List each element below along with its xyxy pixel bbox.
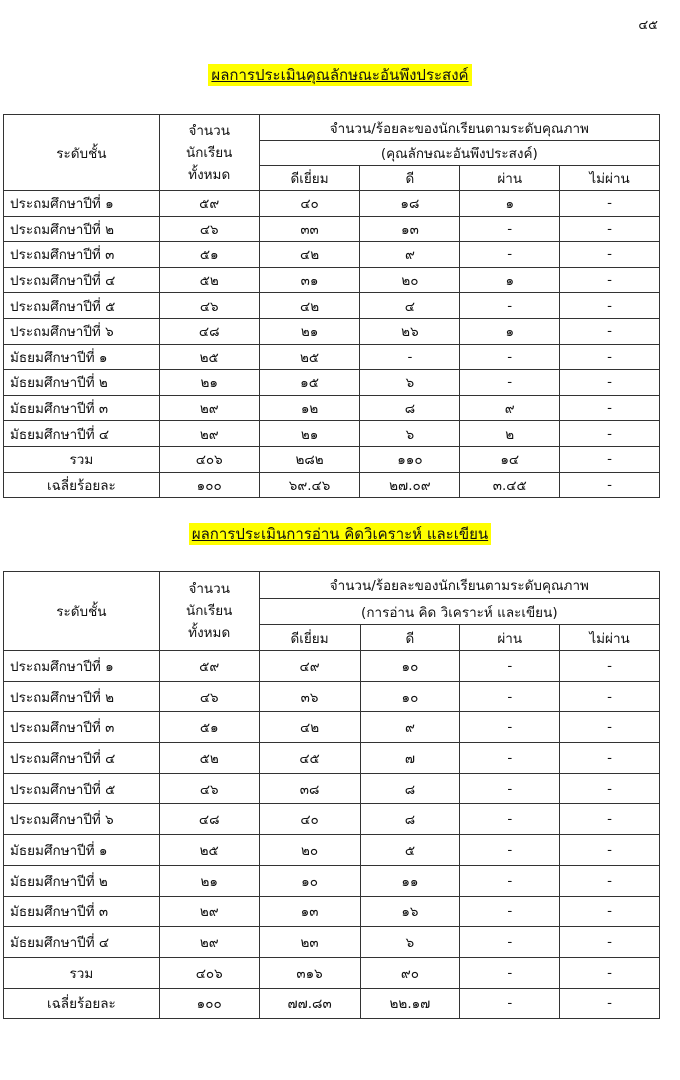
cell-total: ๔๖: [159, 293, 259, 319]
cell-excellent: ๓๑: [259, 267, 360, 293]
header-total: จำนวน นักเรียน ทั้งหมด: [159, 115, 259, 191]
cell-level: มัธยมศึกษาปีที่ ๒: [4, 370, 160, 396]
cell-excellent: ๓๑๖: [259, 957, 360, 988]
table-row: [4, 835, 660, 866]
cell-excellent: ๓๘: [259, 773, 360, 804]
cell-fail: -: [560, 293, 660, 319]
cell-excellent: ๔๙: [259, 651, 360, 682]
cell-pass: -: [460, 804, 560, 835]
cell-level: ประถมศึกษาปีที่ ๖: [4, 318, 160, 344]
cell-pass: ๑: [460, 267, 560, 293]
cell-level: ประถมศึกษาปีที่ ๑: [4, 191, 160, 217]
cell-fail: -: [560, 681, 660, 712]
cell-good: ๔: [360, 293, 460, 319]
cell-level: ประถมศึกษาปีที่ ๑: [4, 651, 160, 682]
cell-pass: -: [460, 651, 560, 682]
cell-fail: -: [560, 927, 660, 958]
cell-good: ๑๐: [360, 651, 460, 682]
cell-excellent: ๒๐: [259, 835, 360, 866]
cell-total: ๒๕: [159, 835, 259, 866]
cell-excellent: ๓๓: [259, 216, 360, 242]
cell-total: ๒๙: [159, 395, 259, 421]
cell-good: ๑๑๐: [360, 446, 460, 472]
header-quality-subtitle: (คุณลักษณะอันพึงประสงค์): [259, 141, 659, 166]
header-fail: ไม่ผ่าน: [560, 166, 660, 191]
header-excellent: ดีเยี่ยม: [259, 625, 360, 651]
cell-pass: ๒: [460, 421, 560, 447]
header-fail: ไม่ผ่าน: [560, 625, 660, 651]
cell-excellent: ๗๗.๘๓: [259, 988, 360, 1019]
cell-total: ๔๐๖: [159, 957, 259, 988]
cell-pass: -: [460, 835, 560, 866]
table2-reading-analytical-writing: [3, 571, 660, 1019]
total-row: [4, 446, 660, 472]
cell-level: มัธยมศึกษาปีที่ ๓: [4, 896, 160, 927]
table-row: [4, 267, 660, 293]
cell-level: มัธยมศึกษาปีที่ ๔: [4, 421, 160, 447]
average-percent-row: [4, 472, 660, 498]
header-good: ดี: [360, 166, 460, 191]
cell-pass: -: [460, 712, 560, 743]
cell-fail: -: [560, 267, 660, 293]
header-total: จำนวน นักเรียน ทั้งหมด: [159, 572, 259, 651]
header-excellent: ดีเยี่ยม: [259, 166, 360, 191]
header-pass: ผ่าน: [460, 625, 560, 651]
table-row: [4, 191, 660, 217]
cell-total: ๔๘: [159, 318, 259, 344]
cell-total: ๒๙: [159, 896, 259, 927]
cell-excellent: ๒๑: [259, 318, 360, 344]
cell-excellent: ๒๑: [259, 421, 360, 447]
table1-title: ผลการประเมินคุณลักษณะอันพึงประสงค์: [208, 64, 471, 86]
cell-excellent: ๒๕: [259, 344, 360, 370]
cell-good: ๙: [360, 712, 460, 743]
cell-good: ๑๘: [360, 191, 460, 217]
cell-total: ๕๑: [159, 242, 259, 268]
table-row: [4, 293, 660, 319]
cell-good: ๙๐: [360, 957, 460, 988]
cell-fail: -: [560, 804, 660, 835]
cell-good: ๖: [360, 421, 460, 447]
cell-level: เฉลี่ยร้อยละ: [4, 988, 160, 1019]
cell-pass: ๙: [460, 395, 560, 421]
table2-title-wrap: [0, 523, 680, 545]
cell-total: ๕๒: [159, 267, 259, 293]
cell-total: ๒๕: [159, 344, 259, 370]
table1-title-wrap: [0, 64, 680, 86]
table-row: [4, 318, 660, 344]
cell-good: ๙: [360, 242, 460, 268]
table1-body: [4, 191, 660, 498]
cell-good: -: [360, 344, 460, 370]
cell-good: ๒๐: [360, 267, 460, 293]
cell-level: มัธยมศึกษาปีที่ ๑: [4, 835, 160, 866]
cell-pass: -: [460, 865, 560, 896]
cell-pass: -: [460, 957, 560, 988]
header-good: ดี: [360, 625, 460, 651]
cell-level: ประถมศึกษาปีที่ ๔: [4, 743, 160, 774]
cell-fail: -: [560, 344, 660, 370]
cell-good: ๒๒.๑๗: [360, 988, 460, 1019]
cell-fail: -: [560, 216, 660, 242]
cell-good: ๑๑: [360, 865, 460, 896]
cell-level: รวม: [4, 446, 160, 472]
cell-good: ๑๐: [360, 681, 460, 712]
cell-pass: -: [460, 242, 560, 268]
header-quality-subtitle: (การอ่าน คิด วิเคราะห์ และเขียน): [259, 599, 659, 625]
cell-good: ๕: [360, 835, 460, 866]
cell-pass: -: [460, 988, 560, 1019]
cell-total: ๔๘: [159, 804, 259, 835]
cell-total: ๔๖: [159, 773, 259, 804]
cell-fail: -: [560, 988, 660, 1019]
cell-excellent: ๑๐: [259, 865, 360, 896]
cell-total: ๒๑: [159, 865, 259, 896]
cell-fail: -: [560, 651, 660, 682]
page-number: ๔๕: [638, 18, 658, 33]
cell-excellent: ๔๒: [259, 242, 360, 268]
cell-fail: -: [560, 191, 660, 217]
cell-good: ๗: [360, 743, 460, 774]
cell-level: ประถมศึกษาปีที่ ๖: [4, 804, 160, 835]
cell-level: เฉลี่ยร้อยละ: [4, 472, 160, 498]
table-row: [4, 651, 660, 682]
cell-fail: -: [560, 957, 660, 988]
cell-fail: -: [560, 370, 660, 396]
cell-fail: -: [560, 712, 660, 743]
cell-pass: -: [460, 681, 560, 712]
cell-pass: -: [460, 370, 560, 396]
table-row: [4, 743, 660, 774]
cell-level: ประถมศึกษาปีที่ ๕: [4, 293, 160, 319]
cell-total: ๒๙: [159, 927, 259, 958]
cell-total: ๑๐๐: [159, 472, 259, 498]
cell-good: ๖: [360, 370, 460, 396]
cell-total: ๔๐๖: [159, 446, 259, 472]
cell-fail: -: [560, 446, 660, 472]
header-pass: ผ่าน: [460, 166, 560, 191]
table-row: [4, 896, 660, 927]
table-row: [4, 865, 660, 896]
cell-excellent: ๓๖: [259, 681, 360, 712]
table-row: [4, 370, 660, 396]
cell-fail: -: [560, 318, 660, 344]
cell-fail: -: [560, 242, 660, 268]
cell-pass: ๑: [460, 191, 560, 217]
header-level: ระดับชั้น: [4, 572, 160, 651]
header-quality-group: จำนวน/ร้อยละของนักเรียนตามระดับคุณภาพ: [259, 572, 659, 599]
cell-good: ๘: [360, 804, 460, 835]
cell-pass: -: [460, 773, 560, 804]
table-row: [4, 421, 660, 447]
table-row: [4, 804, 660, 835]
cell-pass: -: [460, 927, 560, 958]
total-row: [4, 957, 660, 988]
cell-level: มัธยมศึกษาปีที่ ๑: [4, 344, 160, 370]
cell-excellent: ๔๒: [259, 293, 360, 319]
cell-pass: -: [460, 896, 560, 927]
cell-fail: -: [560, 773, 660, 804]
table1-desired-characteristics: [3, 114, 660, 498]
cell-level: ประถมศึกษาปีที่ ๕: [4, 773, 160, 804]
cell-excellent: ๒๓: [259, 927, 360, 958]
cell-total: ๕๑: [159, 712, 259, 743]
cell-excellent: ๒๘๒: [259, 446, 360, 472]
table-row: [4, 242, 660, 268]
cell-level: มัธยมศึกษาปีที่ ๓: [4, 395, 160, 421]
cell-level: ประถมศึกษาปีที่ ๒: [4, 216, 160, 242]
cell-total: ๔๖: [159, 681, 259, 712]
cell-good: ๒๗.๐๙: [360, 472, 460, 498]
table2-body: [4, 651, 660, 1019]
cell-level: ประถมศึกษาปีที่ ๓: [4, 712, 160, 743]
cell-good: ๘: [360, 773, 460, 804]
cell-level: ประถมศึกษาปีที่ ๔: [4, 267, 160, 293]
cell-excellent: ๑๓: [259, 896, 360, 927]
cell-level: มัธยมศึกษาปีที่ ๔: [4, 927, 160, 958]
cell-pass: -: [460, 293, 560, 319]
cell-good: ๒๖: [360, 318, 460, 344]
cell-total: ๕๒: [159, 743, 259, 774]
cell-pass: -: [460, 216, 560, 242]
header-quality-group: จำนวน/ร้อยละของนักเรียนตามระดับคุณภาพ: [259, 115, 659, 141]
cell-excellent: ๑๒: [259, 395, 360, 421]
cell-level: ประถมศึกษาปีที่ ๓: [4, 242, 160, 268]
cell-good: ๖: [360, 927, 460, 958]
cell-fail: -: [560, 835, 660, 866]
cell-excellent: ๔๕: [259, 743, 360, 774]
table-row: [4, 344, 660, 370]
cell-excellent: ๔๐: [259, 804, 360, 835]
table-row: [4, 395, 660, 421]
table2-title: ผลการประเมินการอ่าน คิดวิเคราะห์ และเขียน: [189, 523, 491, 545]
cell-level: มัธยมศึกษาปีที่ ๒: [4, 865, 160, 896]
cell-excellent: ๔๐: [259, 191, 360, 217]
table-row: [4, 681, 660, 712]
cell-total: ๑๐๐: [159, 988, 259, 1019]
cell-level: รวม: [4, 957, 160, 988]
cell-fail: -: [560, 865, 660, 896]
table-row: [4, 216, 660, 242]
table-row: [4, 712, 660, 743]
cell-good: ๑๖: [360, 896, 460, 927]
cell-pass: ๓.๔๕: [460, 472, 560, 498]
cell-level: ประถมศึกษาปีที่ ๒: [4, 681, 160, 712]
header-level: ระดับชั้น: [4, 115, 160, 191]
cell-fail: -: [560, 421, 660, 447]
table-row: [4, 773, 660, 804]
average-percent-row: [4, 988, 660, 1019]
cell-fail: -: [560, 743, 660, 774]
cell-good: ๘: [360, 395, 460, 421]
cell-fail: -: [560, 896, 660, 927]
cell-excellent: ๖๙.๔๖: [259, 472, 360, 498]
cell-total: ๒๙: [159, 421, 259, 447]
cell-total: ๕๙: [159, 651, 259, 682]
cell-total: ๔๖: [159, 216, 259, 242]
table-row: [4, 927, 660, 958]
cell-excellent: ๑๕: [259, 370, 360, 396]
cell-good: ๑๓: [360, 216, 460, 242]
cell-total: ๒๑: [159, 370, 259, 396]
cell-pass: -: [460, 344, 560, 370]
cell-total: ๕๙: [159, 191, 259, 217]
cell-pass: -: [460, 743, 560, 774]
cell-pass: ๑๔: [460, 446, 560, 472]
cell-fail: -: [560, 472, 660, 498]
cell-excellent: ๔๒: [259, 712, 360, 743]
cell-pass: ๑: [460, 318, 560, 344]
cell-fail: -: [560, 395, 660, 421]
